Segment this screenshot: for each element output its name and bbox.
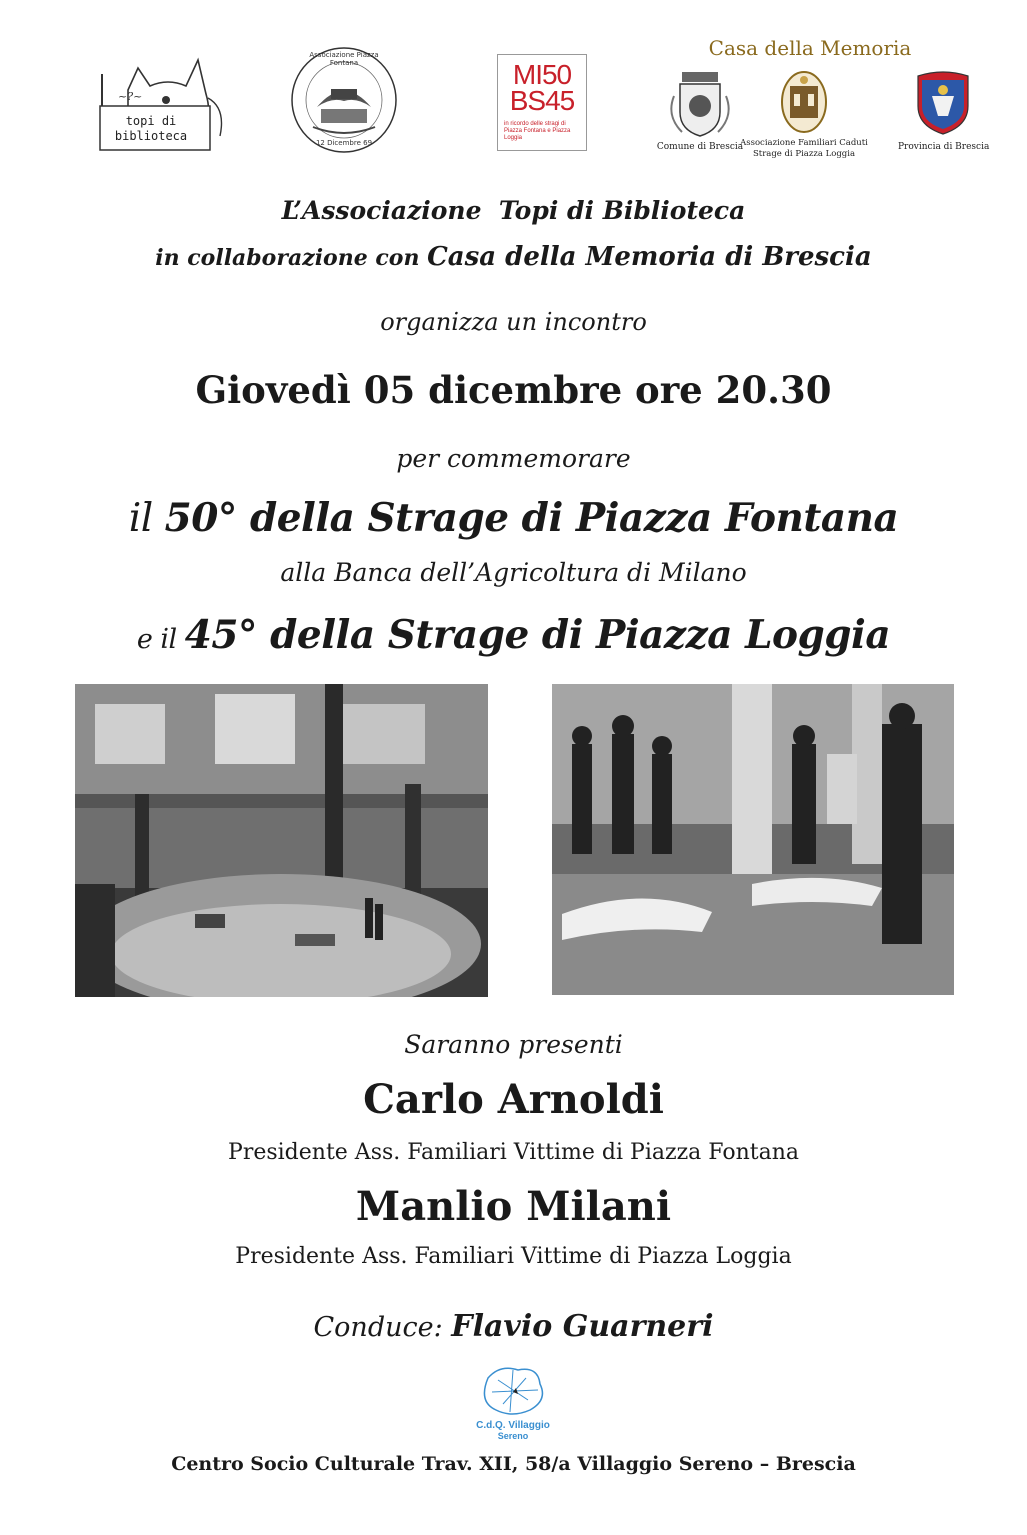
venue-address: Centro Socio Culturale Trav. XII, 58/a Villaggio Sereno – Brescia bbox=[171, 1453, 856, 1475]
event-title-fontana bbox=[0, 488, 1027, 549]
comune-di-brescia-logo bbox=[650, 66, 750, 158]
provincia-di-brescia-logo bbox=[898, 66, 988, 158]
cdq-label-1: C.d.Q. Villaggio bbox=[476, 1420, 550, 1431]
title1-main: 50° della Strage di Piazza Fontana bbox=[164, 495, 899, 541]
topi-di-biblioteca-logo bbox=[88, 38, 232, 162]
organizza-line: organizza un incontro bbox=[380, 308, 647, 336]
comune-crest-icon bbox=[650, 66, 750, 138]
host-name: Flavio Guarneri bbox=[451, 1309, 714, 1344]
bs45-text: BS45 bbox=[509, 85, 575, 116]
familiari-label-2: Strage di Piazza Loggia bbox=[752, 149, 856, 159]
cdq-villaggio-sereno-logo bbox=[458, 1360, 568, 1442]
svg-text:~?~: ~?~ bbox=[118, 90, 143, 103]
speaker-name-2: Manlio Milani bbox=[355, 1183, 672, 1230]
casa-memoria-name: Casa della Memoria di Brescia bbox=[427, 242, 872, 272]
title2-prefix: e il bbox=[136, 624, 185, 655]
mi50-text: MI50 bbox=[512, 59, 572, 90]
host-label: Conduce: bbox=[313, 1312, 452, 1343]
loggia-emblem-icon bbox=[738, 66, 870, 136]
assoc-fontana-ring-top: Associazione Piazza Fontana bbox=[309, 51, 379, 67]
familiari-label-1: Associazione Familiari Caduti bbox=[740, 138, 868, 148]
collaboration-prefix: in collaborazione con bbox=[155, 245, 428, 271]
event-title-loggia bbox=[0, 605, 1027, 670]
piazza-loggia-photo bbox=[552, 684, 954, 995]
association-line: L’Associazione Topi di Biblioteca bbox=[281, 196, 746, 225]
speaker-role-2: Presidente Ass. Familiari Vittime di Piazza Loggia bbox=[235, 1244, 792, 1269]
cdq-label-2: Sereno bbox=[497, 1431, 529, 1441]
speaker-name-1: Carlo Arnoldi bbox=[363, 1076, 664, 1123]
assoc-fontana-ring-bottom: 12 Dicembre 69 bbox=[315, 139, 373, 147]
associazione-piazza-fontana-logo bbox=[287, 45, 401, 155]
mi50-caption: in ricordo delle stragi di Piazza Fontana e Piazza Loggia bbox=[504, 121, 571, 141]
familiari-caduti-logo bbox=[738, 66, 870, 162]
collaboration-line bbox=[0, 238, 1027, 277]
banca-subtitle: alla Banca dell’Agricoltura di Milano bbox=[280, 558, 747, 587]
provincia-crest-icon bbox=[898, 66, 988, 138]
district-map-icon bbox=[458, 1360, 568, 1420]
casa-della-memoria-title: Casa della Memoria bbox=[708, 36, 912, 60]
mi50-bs45-logo bbox=[497, 54, 587, 151]
speaker-role-1: Presidente Ass. Familiari Vittime di Piazza Fontana bbox=[228, 1140, 799, 1165]
provincia-label: Provincia di Brescia bbox=[898, 142, 990, 152]
speakers-intro: Saranno presenti bbox=[404, 1030, 623, 1059]
topi-logo-label: topi di biblioteca bbox=[114, 114, 188, 143]
comune-label: Comune di Brescia bbox=[656, 142, 744, 152]
title2-main: 45° della Strage di Piazza Loggia bbox=[184, 612, 891, 658]
title1-prefix: il bbox=[128, 496, 165, 541]
host-line bbox=[0, 1302, 1027, 1353]
event-date: Giovedì 05 dicembre ore 20.30 bbox=[195, 368, 832, 412]
banca-agricoltura-photo bbox=[75, 684, 488, 997]
commemorate-line: per commemorare bbox=[396, 444, 631, 473]
